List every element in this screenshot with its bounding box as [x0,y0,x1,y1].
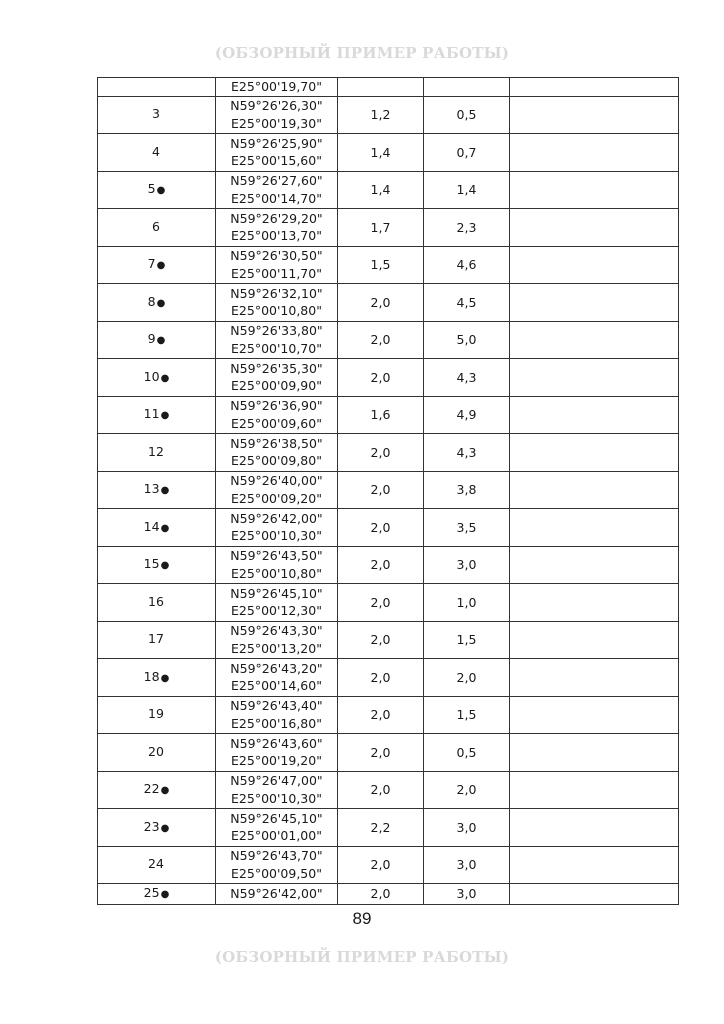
cell-notes [510,546,679,584]
longitude: E25°00'16,80" [231,715,322,731]
cell-value-1: 2,0 [338,359,424,397]
table-row [98,546,679,584]
table-row [98,846,679,884]
marker-dot-icon: ● [156,260,166,271]
latitude: N59°26'32,10" [230,285,323,301]
cell-notes [510,246,679,284]
table-row [98,134,679,172]
longitude: E25°00'11,70" [231,265,322,281]
cell-value-2: 3,0 [424,884,510,905]
cell-value-1: 2,0 [338,696,424,734]
coordinates-table [97,77,679,905]
cell-number [98,78,216,97]
row-number: 20 [148,743,164,759]
cell-value-2: 3,5 [424,509,510,547]
cell-value-1: 2,0 [338,734,424,772]
cell-value-2: 3,0 [424,546,510,584]
latitude: N59°26'33,80" [230,323,323,339]
cell-coordinates [216,284,338,322]
cell-notes [510,696,679,734]
cell-number [98,696,216,734]
cell-number [98,509,216,547]
cell-notes [510,396,679,434]
longitude: E25°00'09,50" [231,865,322,881]
cell-value-1: 2,0 [338,471,424,509]
cell-value-2: 4,3 [424,359,510,397]
cell-value-2: 3,0 [424,809,510,847]
row-number: 24 [148,856,164,871]
row-number: 13 [143,481,160,496]
cell-notes [510,809,679,847]
row-number: 6 [152,218,160,234]
table-row [98,246,679,284]
marker-dot-icon: ● [160,889,170,900]
cell-coordinates [216,209,338,247]
longitude: E25°00'12,30" [231,603,322,619]
table-row [98,621,679,659]
cell-value-1: 2,0 [338,584,424,622]
longitude: E25°00'19,20" [231,753,322,769]
cell-coordinates [216,246,338,284]
latitude: N59°26'35,30" [230,360,323,376]
row-number: 7 [147,256,156,271]
latitude: N59°26'40,00" [230,473,323,489]
watermark-top: (ОБЗОРНЫЙ ПРИМЕР РАБОТЫ) [214,44,510,62]
marker-dot-icon: ● [156,185,166,196]
latitude: N59°26'29,20" [230,210,323,226]
cell-number [98,809,216,847]
cell-notes [510,884,679,905]
cell-number [98,621,216,659]
cell-notes [510,284,679,322]
cell-notes [510,771,679,809]
longitude: E25°00'09,60" [231,415,322,431]
marker-dot-icon: ● [160,822,170,834]
marker-dot-icon: ● [160,522,170,534]
table-row [98,509,679,547]
cell-coordinates [216,396,338,434]
cell-coordinates [216,621,338,659]
table-row [98,396,679,434]
cell-value-2: 1,0 [424,584,510,622]
cell-number [98,471,216,509]
latitude: N59°26'43,70" [230,848,323,864]
longitude: E25°00'09,80" [231,453,322,469]
watermark-bottom: (ОБЗОРНЫЙ ПРИМЕР РАБОТЫ) [214,948,510,966]
row-number: 25 [143,885,160,900]
latitude: N59°26'43,60" [230,735,323,751]
cell-coordinates [216,96,338,134]
cell-number [98,321,216,359]
longitude: E25°00'01,00" [231,828,322,844]
row-number: 5 [147,181,156,196]
marker-dot-icon: ● [160,785,170,796]
longitude: E25°00'13,70" [231,228,322,244]
cell-notes [510,171,679,209]
cell-coordinates [216,546,338,584]
latitude: N59°26'43,50" [230,548,323,564]
marker-dot-icon: ● [160,372,170,384]
cell-value-2: 1,5 [424,696,510,734]
table-row [98,171,679,209]
cell-notes [510,659,679,697]
table-row [98,284,679,322]
cell-coordinates [216,696,338,734]
table-row [98,321,679,359]
cell-value-1: 1,4 [338,134,424,172]
cell-value-1: 1,4 [338,171,424,209]
cell-number [98,246,216,284]
cell-value-1: 2,0 [338,284,424,322]
cell-notes [510,209,679,247]
cell-notes [510,434,679,472]
table-row [98,584,679,622]
cell-value-1: 1,2 [338,96,424,134]
row-number: 9 [147,331,156,346]
row-number: 10 [143,368,160,384]
cell-value-1: 1,5 [338,246,424,284]
latitude: N59°26'25,90" [230,135,323,151]
row-number: 11 [143,406,160,421]
longitude: E25°00'14,60" [231,678,322,694]
table-row [98,359,679,397]
cell-number [98,734,216,772]
longitude: E25°00'10,80" [231,303,322,319]
cell-latitude: N59°26'42,00" [216,884,338,905]
longitude: E25°00'10,80" [231,565,322,581]
cell-number [98,134,216,172]
cell-value-2: 1,4 [424,171,510,209]
cell-number [98,209,216,247]
cell-notes [510,134,679,172]
marker-dot-icon: ● [156,297,166,309]
cell-value-1: 2,0 [338,509,424,547]
table-row [98,771,679,809]
table-row [98,471,679,509]
row-number: 8 [147,293,156,309]
cell-value-2: 0,5 [424,734,510,772]
row-number: 19 [148,706,164,721]
cell-value-2: 4,6 [424,246,510,284]
cell-longitude: E25°00'19,70" [216,78,338,97]
cell-value-1: 2,0 [338,546,424,584]
longitude: E25°00'10,70" [231,340,322,356]
table-row-continued [98,78,679,97]
latitude: N59°26'45,10" [230,585,323,601]
cell-value-2: 2,0 [424,771,510,809]
cell-value-1: 1,6 [338,396,424,434]
cell-number [98,284,216,322]
latitude: N59°26'45,10" [230,810,323,826]
cell-coordinates [216,771,338,809]
cell-value-2 [424,78,510,97]
cell-value-2: 4,9 [424,396,510,434]
row-number: 18 [143,668,160,684]
cell-coordinates [216,584,338,622]
cell-value-1: 2,0 [338,846,424,884]
cell-value-2: 1,5 [424,621,510,659]
latitude: N59°26'42,00" [230,510,323,526]
row-number: 12 [148,443,164,459]
latitude: N59°26'38,50" [230,435,323,451]
longitude: E25°00'09,90" [231,378,322,394]
cell-value-1: 2,0 [338,771,424,809]
cell-number [98,171,216,209]
row-number: 4 [152,143,160,159]
row-number: 14 [143,518,160,534]
cell-coordinates [216,359,338,397]
cell-notes [510,584,679,622]
table-row [98,659,679,697]
cell-value-2: 2,0 [424,659,510,697]
longitude: E25°00'14,70" [231,190,322,206]
row-number: 22 [143,781,160,796]
cell-notes [510,359,679,397]
cell-coordinates [216,321,338,359]
cell-coordinates [216,846,338,884]
marker-dot-icon: ● [160,485,170,496]
marker-dot-icon: ● [160,672,170,684]
marker-dot-icon: ● [160,560,170,571]
cell-number [98,584,216,622]
cell-coordinates [216,471,338,509]
latitude: N59°26'30,50" [230,248,323,264]
cell-number [98,659,216,697]
latitude: N59°26'43,20" [230,660,323,676]
cell-value-1 [338,78,424,97]
cell-number [98,771,216,809]
table-row [98,734,679,772]
latitude: N59°26'43,40" [230,698,323,714]
longitude: E25°00'13,20" [231,640,322,656]
row-number: 23 [143,818,160,834]
cell-value-2: 3,8 [424,471,510,509]
cell-notes [510,78,679,97]
row-number: 15 [143,556,160,571]
cell-notes [510,846,679,884]
longitude: E25°00'10,30" [231,528,322,544]
cell-coordinates [216,134,338,172]
latitude: N59°26'47,00" [230,773,323,789]
cell-value-2: 4,5 [424,284,510,322]
marker-dot-icon: ● [160,410,170,421]
cell-coordinates [216,434,338,472]
cell-notes [510,621,679,659]
cell-number [98,396,216,434]
table-row [98,209,679,247]
cell-value-1: 2,2 [338,809,424,847]
table-row [98,434,679,472]
cell-notes [510,734,679,772]
cell-number [98,884,216,905]
cell-coordinates [216,734,338,772]
cell-coordinates [216,171,338,209]
latitude: N59°26'26,30" [230,98,323,114]
cell-number [98,359,216,397]
latitude: N59°26'43,30" [230,623,323,639]
cell-notes [510,509,679,547]
table-row [98,696,679,734]
cell-value-2: 0,5 [424,96,510,134]
cell-value-1: 1,7 [338,209,424,247]
table-row [98,809,679,847]
page-number: 89 [352,909,372,928]
cell-coordinates [216,509,338,547]
cell-value-1: 2,0 [338,621,424,659]
row-number: 3 [152,106,160,121]
cell-coordinates [216,809,338,847]
longitude: E25°00'19,30" [231,115,322,131]
table-row [98,96,679,134]
cell-value-2: 3,0 [424,846,510,884]
cell-notes [510,321,679,359]
cell-coordinates [216,659,338,697]
cell-value-1: 2,0 [338,659,424,697]
cell-number [98,546,216,584]
cell-notes [510,471,679,509]
marker-dot-icon: ● [156,335,166,346]
latitude: N59°26'27,60" [230,173,323,189]
cell-value-2: 4,3 [424,434,510,472]
cell-value-1: 2,0 [338,434,424,472]
longitude: E25°00'10,30" [231,790,322,806]
row-number: 16 [148,593,164,609]
longitude: E25°00'15,60" [231,153,322,169]
cell-value-1: 2,0 [338,321,424,359]
table-row-last [98,884,679,905]
cell-notes [510,96,679,134]
cell-value-2: 5,0 [424,321,510,359]
cell-value-1: 2,0 [338,884,424,905]
cell-number [98,846,216,884]
row-number: 17 [148,631,164,646]
latitude: N59°26'36,90" [230,398,323,414]
cell-number [98,434,216,472]
cell-value-2: 0,7 [424,134,510,172]
longitude: E25°00'09,20" [231,490,322,506]
cell-number [98,96,216,134]
cell-value-2: 2,3 [424,209,510,247]
